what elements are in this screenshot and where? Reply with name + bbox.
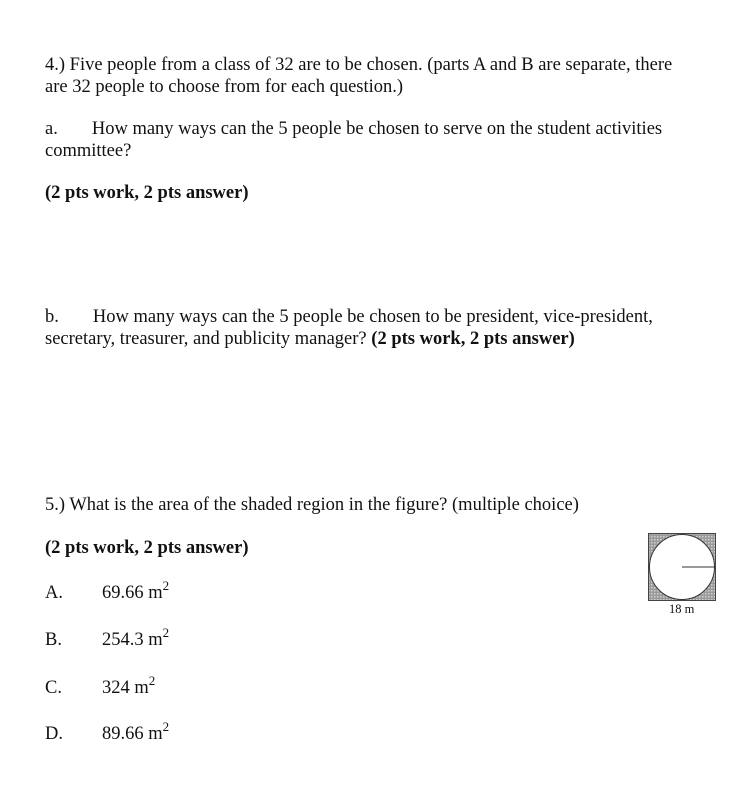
- choice-a-letter: A.: [45, 583, 63, 603]
- q4b-marker: b.: [45, 307, 59, 327]
- q4a-line1: [45, 118, 662, 140]
- q5-points: (2 pts work, 2 pts answer): [45, 538, 249, 558]
- choice-b-exponent: 2: [162, 624, 170, 640]
- q4b-line2: [45, 328, 575, 350]
- q4a-text: How many ways can the 5 people be chosen to serve on the student activities: [91, 119, 663, 139]
- choice-d-letter: D.: [45, 724, 63, 744]
- choice-d: [45, 718, 170, 745]
- choice-b-letter: B.: [45, 630, 62, 650]
- q4a-line2: committee?: [45, 141, 132, 161]
- choice-b-value: 254.3 m: [102, 630, 163, 650]
- choice-c: [45, 672, 156, 699]
- choice-a-value: 69.66 m: [102, 583, 163, 603]
- q5-question: 5.) What is the area of the shaded region in the figure? (multiple choice): [45, 495, 579, 515]
- choice-a: [45, 577, 170, 604]
- q4b-line2-text: secretary, treasurer, and publicity manager?: [45, 329, 372, 349]
- q4b-points: (2 pts work, 2 pts answer): [371, 329, 575, 349]
- q4-text-line1: 4.) Five people from a class of 32 are to be chosen. (parts A and B are separate, there: [45, 55, 673, 75]
- figure-label: 18 m: [669, 602, 695, 616]
- q4b-line1: [45, 306, 653, 328]
- choice-d-value: 89.66 m: [102, 724, 163, 744]
- choice-d-exponent: 2: [162, 718, 170, 734]
- choice-c-exponent: 2: [148, 672, 156, 688]
- choice-c-value: 324 m: [102, 678, 149, 698]
- q4-text-line2: are 32 people to choose from for each question.): [45, 77, 404, 97]
- q4a-points: (2 pts work, 2 pts answer): [45, 183, 249, 203]
- choice-a-exponent: 2: [162, 577, 170, 593]
- q4b-text: How many ways can the 5 people be chosen to be president, vice-president,: [92, 307, 653, 327]
- choice-b: [45, 624, 170, 651]
- choice-c-letter: C.: [45, 678, 62, 698]
- q4a-marker: a.: [45, 119, 58, 139]
- shaded-region-figure: [648, 533, 716, 601]
